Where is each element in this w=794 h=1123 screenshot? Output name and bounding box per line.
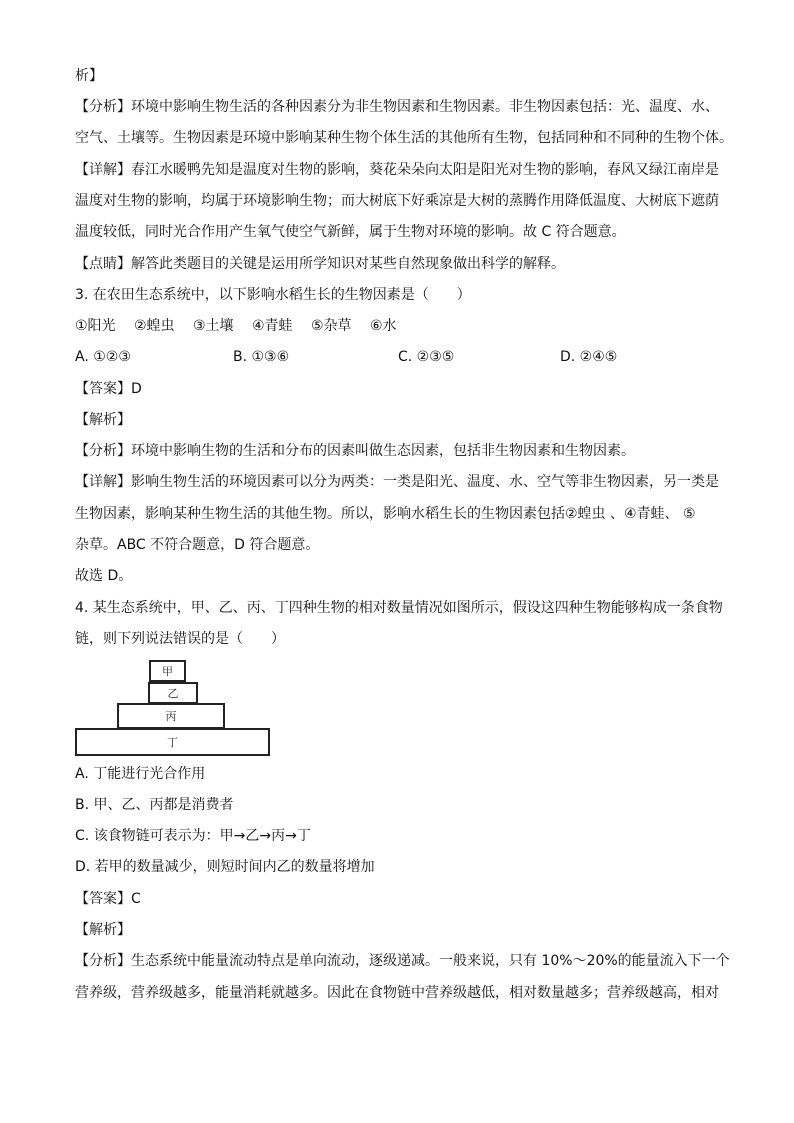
text-line: 温度较低，同时光合作用产生氧气使空气新鲜，属于生物对环境的影响。故 C 符合题意。 — [75, 224, 626, 240]
question-4-stem: 4. 某生态系统中，甲、乙、丙、丁四种生物的相对数量情况如图所示，假设这四种生物能够构成一条食物 — [75, 600, 723, 616]
biomass-pyramid-figure — [75, 660, 275, 756]
question-4-answer: 【答案】C — [75, 891, 141, 907]
question-3-items: ①阳光 ②蝗虫 ③土壤 ④青蛙 ⑤杂草 ⑥水 — [75, 318, 397, 334]
text-line: 营养级，营养级越多，能量消耗就越多。因此在食物链中营养级越低，相对数量越多；营养级越高，相对 — [75, 985, 719, 1001]
text-line: 【点睛】解答此类题目的关键是运用所学知识对某些自然现象做出科学的解释。 — [75, 256, 565, 272]
question-3-option-d: D. ②④⑤ — [560, 349, 618, 365]
question-3-option-b: B. ①③⑥ — [233, 349, 290, 365]
pyramid-tier-yi: 乙 — [148, 682, 198, 704]
question-4-option-b: B. 甲、乙、丙都是消费者 — [75, 797, 234, 813]
text-line: 温度对生物的影响，均属于环境影响生物；而大树底下好乘凉是大树的蒸腾作用降低温度、大树底下遮荫 — [75, 193, 719, 209]
text-line: 生物因素，影响某种生物生活的其他生物。所以，影响水稻生长的生物因素包括②蝗虫 、④青蛙、 ⑤ — [75, 506, 696, 522]
question-3-stem: 3. 在农田生态系统中，以下影响水稻生长的生物因素是（ ） — [75, 287, 471, 303]
question-3-analysis-heading: 【解析】 — [75, 412, 131, 428]
text-line: 【分析】生态系统中能量流动特点是单向流动，逐级递减。一般来说，只有 10%～20%的能量流入下一个 — [75, 953, 730, 969]
question-4-option-c: C. 该食物链可表示为：甲→乙→丙→丁 — [75, 828, 311, 844]
question-4-analysis-heading: 【解析】 — [75, 922, 131, 938]
text-line: 【详解】影响生物生活的环境因素可以分为两类：一类是阳光、温度、水、空气等非生物因素，另一类是 — [75, 474, 719, 490]
question-4-option-d: D. 若甲的数量减少，则短时间内乙的数量将增加 — [75, 859, 375, 875]
pyramid-tier-bing: 丙 — [117, 703, 225, 729]
text-line: 【分析】环境中影响生物生活的各种因素分为非生物因素和生物因素。非生物因素包括：光、温度、水、 — [75, 99, 719, 115]
text-line: 【分析】环境中影响生物的生活和分布的因素叫做生态因素，包括非生物因素和生物因素。 — [75, 443, 635, 459]
text-line: 空气、土壤等。生物因素是环境中影响某种生物个体生活的其他所有生物，包括同种和不同种的生物个体。 — [75, 130, 733, 146]
pyramid-tier-ding: 丁 — [75, 728, 270, 756]
question-3-answer: 【答案】D — [75, 381, 142, 397]
pyramid-tier-jia: 甲 — [149, 660, 186, 682]
question-4-option-a: A. 丁能进行光合作用 — [75, 766, 206, 782]
text-line: 杂草。ABC 不符合题意，D 符合题意。 — [75, 537, 320, 553]
question-3-option-a: A. ①②③ — [75, 349, 131, 365]
question-3-option-c: C. ②③⑤ — [398, 349, 455, 365]
text-line: 析】 — [75, 68, 103, 84]
text-line: 【详解】春江水暖鸭先知是温度对生物的影响，葵花朵朵向太阳是阳光对生物的影响，春风又绿江南岸是 — [75, 162, 719, 178]
question-4-stem-cont: 链，则下列说法错误的是（ ） — [75, 631, 285, 647]
text-line: 故选 D。 — [75, 568, 133, 584]
